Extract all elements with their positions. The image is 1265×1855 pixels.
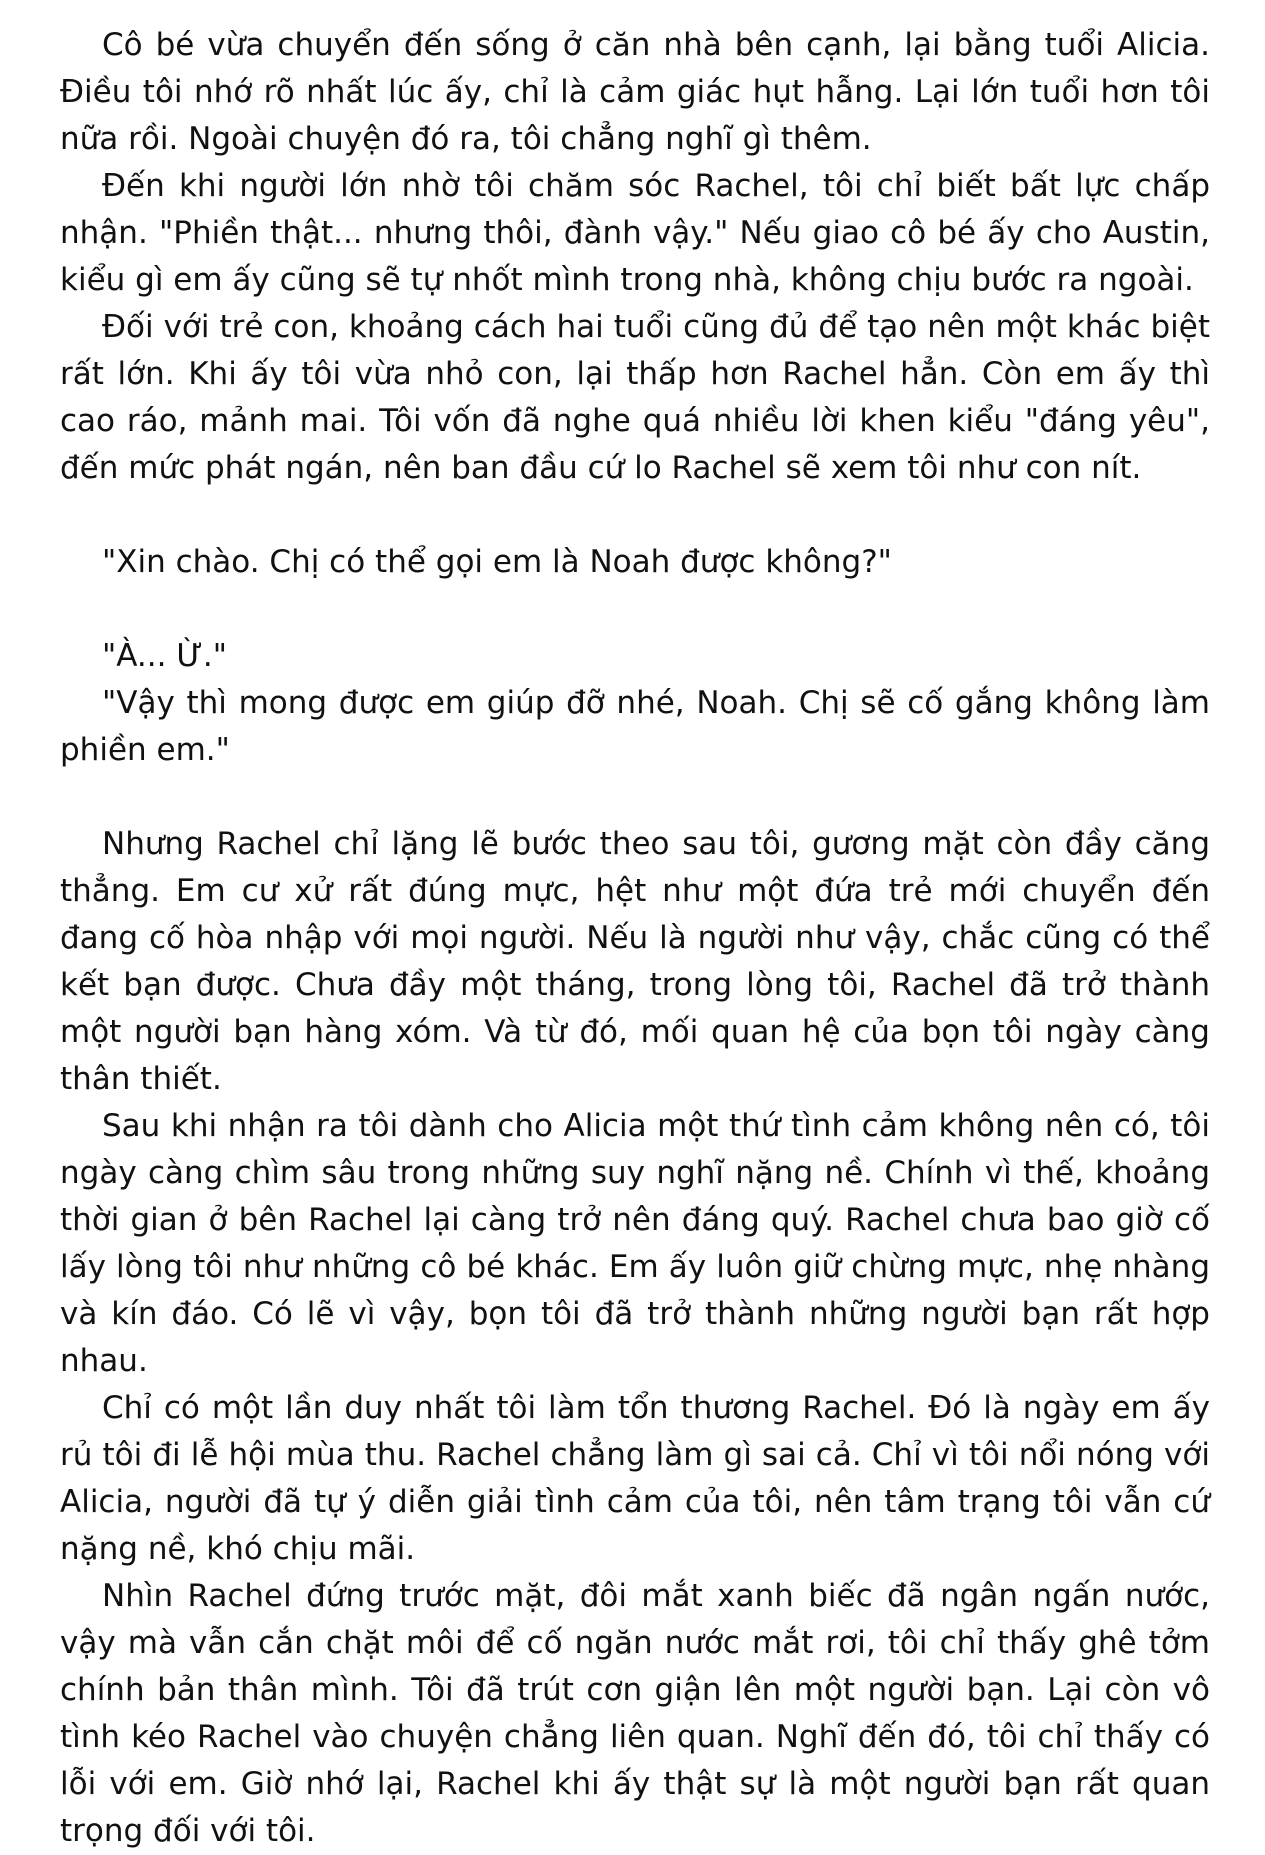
document-page — [60, 22, 1210, 1855]
paragraph-7: Nhìn Rachel đứng trước mặt, đôi mắt xanh biếc đã ngân ngấn nước, vậy mà vẫn cắn chặt môi để cố ngăn nước mắt rơi, tôi chỉ thấy ghê tởm chính bản thân mình. Tôi đã trút cơn giận lên một người bạn. Lại còn vô tình kéo Rachel vào chuyện chẳng liên quan. Nghĩ đến đó, tôi chỉ thấy có lỗi với em. Giờ nhớ lại, Rachel khi ấy thật sự là một người bạn rất quan trọng đối với tôi. — [60, 1578, 1210, 1849]
paragraph-1: Cô bé vừa chuyển đến sống ở căn nhà bên cạnh, lại bằng tuổi Alicia. Điều tôi nhớ rõ nhất lúc ấy, chỉ là cảm giác hụt hẫng. Lại lớn tuổi hơn tôi nữa rồi. Ngoài chuyện đó ra, tôi chẳng nghĩ gì thêm. — [60, 27, 1210, 157]
paragraph-3: Đối với trẻ con, khoảng cách hai tuổi cũng đủ để tạo nên một khác biệt rất lớn. Khi ấy tôi vừa nhỏ con, lại thấp hơn Rachel hẳn. Còn em ấy thì cao ráo, mảnh mai. Tôi vốn đã nghe quá nhiều lời khen kiểu "đáng yêu", đến mức phát ngán, nên ban đầu cứ lo Rachel sẽ xem tôi như con nít. — [60, 309, 1210, 486]
dialogue-request: "Vậy thì mong được em giúp đỡ nhé, Noah. Chị sẽ cố gắng không làm phiền em." — [60, 685, 1210, 768]
paragraph-2: Đến khi người lớn nhờ tôi chăm sóc Rachel, tôi chỉ biết bất lực chấp nhận. "Phiền thật... nhưng thôi, đành vậy." Nếu giao cô bé ấy cho Austin, kiểu gì em ấy cũng sẽ tự nhốt mình trong nhà, không chịu bước ra ngoài. — [60, 168, 1210, 298]
dialogue-greeting: "Xin chào. Chị có thể gọi em là Noah được không?" — [102, 544, 892, 580]
paragraph-5: Sau khi nhận ra tôi dành cho Alicia một thứ tình cảm không nên có, tôi ngày càng chìm sâu trong những suy nghĩ nặng nề. Chính vì thế, khoảng thời gian ở bên Rachel lại càng trở nên đáng quý. Rachel chưa bao giờ cố lấy lòng tôi như những cô bé khác. Em ấy luôn giữ chừng mực, nhẹ nhàng và kín đáo. Có lẽ vì vậy, bọn tôi đã trở thành những người bạn rất hợp nhau. — [60, 1108, 1210, 1379]
dialogue-reply: "À... Ừ." — [102, 638, 228, 674]
paragraph-6: Chỉ có một lần duy nhất tôi làm tổn thương Rachel. Đó là ngày em ấy rủ tôi đi lễ hội mùa thu. Rachel chẳng làm gì sai cả. Chỉ vì tôi nổi nóng với Alicia, người đã tự ý diễn giải tình cảm của tôi, nên tâm trạng tôi vẫn cứ nặng nề, khó chịu mãi. — [60, 1390, 1210, 1567]
paragraph-4: Nhưng Rachel chỉ lặng lẽ bước theo sau tôi, gương mặt còn đầy căng thẳng. Em cư xử rất đúng mực, hệt như một đứa trẻ mới chuyển đến đang cố hòa nhập với mọi người. Nếu là người như vậy, chắc cũng có thể kết bạn được. Chưa đầy một tháng, trong lòng tôi, Rachel đã trở thành một người bạn hàng xóm. Và từ đó, mối quan hệ của bọn tôi ngày càng thân thiết. — [60, 826, 1210, 1097]
